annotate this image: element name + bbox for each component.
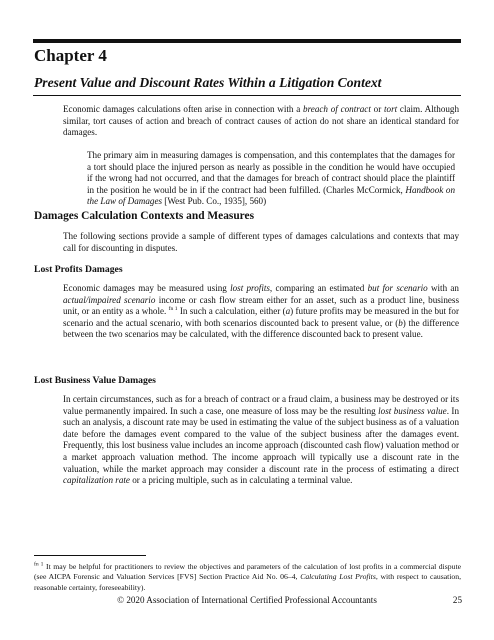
breach-of-contract-term: breach of contract bbox=[303, 104, 371, 114]
page-number: 25 bbox=[452, 595, 462, 605]
footnote-marker: fn 1 bbox=[34, 561, 44, 568]
block-quote: The primary aim in measuring damages is compensation, and this contemplates that the damages for a tort should place the injured person as nearly as possible in the condition he would have occupied if the wrong had not occurred, and that the damages for breach of contract should place the plaintiff in the position he would be in if the contract had been fulfilled. (Charles McCormick, Handbook on the Law of Damages [West Pub. Co., 1935], 560) bbox=[87, 150, 455, 207]
section-heading-contexts: Damages Calculation Contexts and Measures bbox=[34, 210, 255, 222]
contexts-paragraph: The following sections provide a sample of different types of damages calculations and contexts that may call for discounting in disputes. bbox=[63, 231, 459, 253]
footnote: $^{fn 1}$ It may be helpful for practitioners to review the objectives and parameters of the calculation of lost profits in a commercial dispute (see AICPA Forensic and Valuation Services [FVS] Section Practice Aid No. 06–4, Calculating Lost Profits, with respect to causation, reasonable certainty, foreseeability). bbox=[34, 561, 461, 592]
footnote-rule bbox=[34, 555, 146, 556]
section-heading-lost-business-value: Lost Business Value Damages bbox=[34, 375, 156, 386]
lost-business-value-paragraph: In certain circumstances, such as for a breach of contract or a fraud claim, a business may be destroyed or its value permanently impaired. In such a case, one measure of loss may be the resulting lost business value. In such an analysis, a discount rate may be used in estimating the value of the subject business as of a valuation date before the damages event compared to the value of the subject business after the damages event. Frequently, this lost business value includes an income approach (discounted cash flow) valuation method or a market approach valuation method. The income approach will typically use a discount rate in the valuation, while the market approach may consider a discount rate in the process of estimating a direct capitalization rate or a pricing multiple, such as in calculating a terminal value. bbox=[63, 394, 460, 486]
footnote-reference[interactable]: fn 1 bbox=[168, 306, 178, 313]
chapter-title: Present Value and Discount Rates Within a Litigation Context bbox=[34, 75, 382, 90]
chapter-heading: Chapter 4 bbox=[34, 46, 107, 65]
section-heading-lost-profits: Lost Profits Damages bbox=[34, 264, 123, 275]
cited-book-title: Handbook on the Law of Damages bbox=[87, 184, 455, 207]
tort-term: tort bbox=[384, 104, 398, 114]
top-rule bbox=[33, 39, 461, 43]
copyright-footer: © 2020 Association of International Certified Professional Accountants bbox=[117, 595, 377, 605]
intro-paragraph: Economic damages calculations often arise in connection with a breach of contract or tort claim. Although similar, tort causes of action and breach of contract causes of action do not share an identical standard for damages. bbox=[63, 104, 460, 138]
title-rule bbox=[33, 95, 461, 96]
lost-profits-paragraph: Economic damages may be measured using lost profits, comparing an estimated but for scenario with an actual/impaired scenario income or cash flow stream either for an asset, such as a product line, business unit, or an entity as a whole. $^{fn 1}$ In such a calculation, either (a) future profits may be measured in the but for scenario and the actual scenario, with both scenarios discounted back to present value, or (b) the difference between the two scenarios may be calculated, with the difference discounted back to present value. bbox=[63, 283, 460, 340]
